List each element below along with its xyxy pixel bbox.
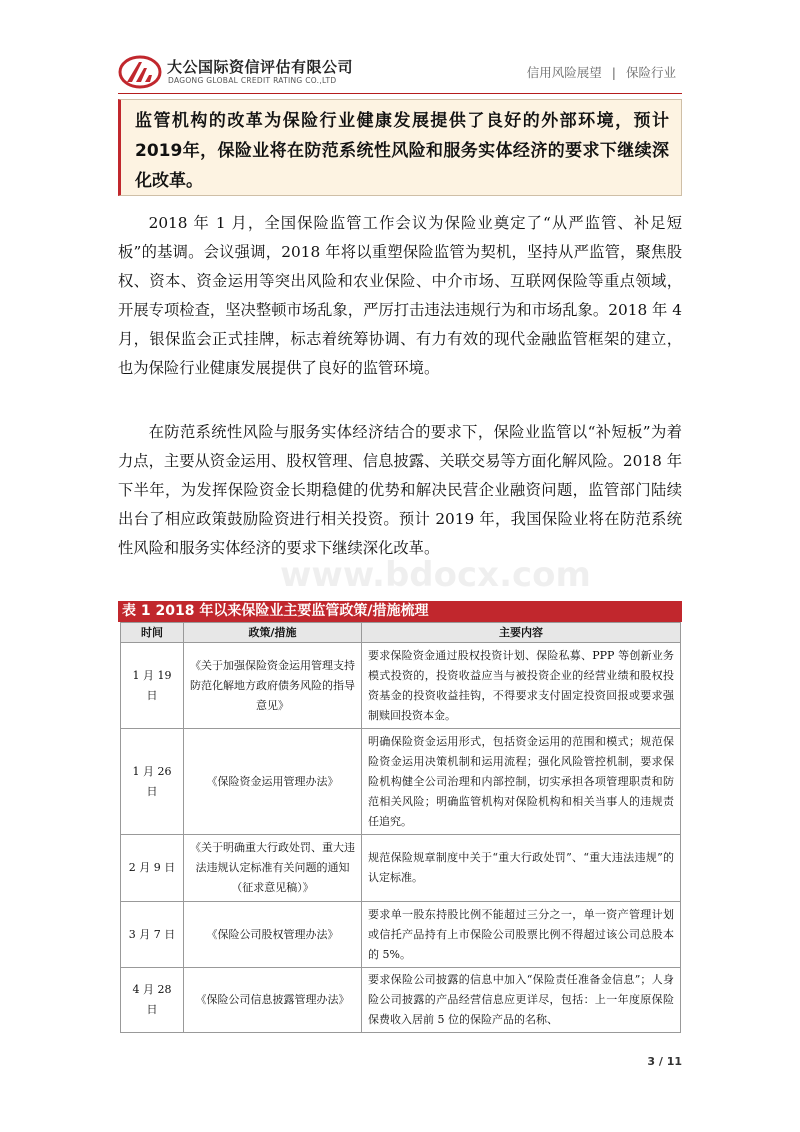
table-row — [121, 643, 681, 729]
report-type: 信用风险展望 — [526, 65, 602, 80]
company-logo-icon — [118, 55, 162, 89]
row-policy: 《保险公司股权管理办法》 — [184, 902, 362, 968]
row-policy: 《保险资金运用管理办法》 — [184, 729, 362, 835]
header-policy: 政策/措施 — [184, 623, 362, 643]
row-date: 1 月 19 日 — [121, 643, 184, 729]
header-separator: | — [611, 65, 616, 80]
row-date: 1 月 26 日 — [121, 729, 184, 835]
company-name-en: DAGONG GLOBAL CREDIT RATING CO.,LTD — [168, 76, 337, 85]
table-header-row — [121, 623, 681, 643]
table-row — [121, 835, 681, 902]
row-content: 要求单一股东持股比例不能超过三分之一，单一资产管理计划或信托产品持有上市保险公司股票比例不得超过该公司总股本的 5%。 — [362, 902, 681, 968]
report-header — [527, 63, 676, 81]
policy-table — [120, 622, 681, 1033]
page-number: 3 / 11 — [647, 1055, 682, 1068]
paragraph-1: 2018 年 1 月，全国保险监管工作会议为保险业奠定了“从严监管、补足短板”的基调。会议强调，2018 年将以重塑保险监管为契机，坚持从严监管，聚焦股权、资本、资金运用等突出风险和农业保险、中介市场、互联网保险等重点领域，开展专项检查，坚决整顿市场乱象，严厉打击违法违规行为和市场乱象。2018 年 4 月，银保监会正式挂牌，标志着统筹协调、有力有效的现代金融监管框架的建立，也为保险行业健康发展提供了良好的监管环境。 — [118, 214, 682, 377]
row-date: 3 月 7 日 — [121, 902, 184, 968]
summary-box: 监管机构的改革为保险行业健康发展提供了良好的外部环境，预计2019年，保险业将在防范系统性风险和服务实体经济的要求下继续深化改革。 — [118, 99, 682, 196]
row-content: 要求保险资金通过股权投资计划、保险私募、PPP 等创新业务模式投资的，投资收益应当与被投资企业的经营业绩和股权投资基金的投资收益挂钩，不得要求支付固定投资回报或要求强制赎回投资本金。 — [362, 643, 681, 729]
table-title: 表 1 2018 年以来保险业主要监管政策/措施梳理 — [118, 601, 682, 622]
table-row — [121, 902, 681, 968]
row-policy: 《关于加强保险资金运用管理支持防范化解地方政府债务风险的指导意见》 — [184, 643, 362, 729]
header-content: 主要内容 — [362, 623, 681, 643]
header-date: 时间 — [121, 623, 184, 643]
row-content: 规范保险规章制度中关于“重大行政处罚”、“重大违法违规”的认定标准。 — [362, 835, 681, 902]
row-date: 4 月 28 日 — [121, 968, 184, 1033]
report-sector: 保险行业 — [625, 65, 676, 80]
paragraph-2: 在防范系统性风险与服务实体经济结合的要求下，保险业监管以“补短板”为着力点，主要从资金运用、股权管理、信息披露、关联交易等方面化解风险。2018 年下半年，为发挥保险资金长期稳健的优势和解决民营企业融资问题，监管部门陆续出台了相应政策鼓励险资进行相关投资。预计 2019 年，我国保险业将在防范系统性风险和服务实体经济的要求下继续深化改革。 — [118, 423, 682, 557]
table-row — [121, 968, 681, 1033]
table-row — [121, 729, 681, 835]
row-date: 2 月 9 日 — [121, 835, 184, 902]
row-content: 明确保险资金运用形式，包括资金运用的范围和模式；规范保险资金运用决策机制和运用流程；强化风险管控机制，要求保险机构健全公司治理和内部控制，切实承担各项管理职责和防范相关风险；明确监管机构对保险机构和相关当事人的违规责任追究。 — [362, 729, 681, 835]
row-policy: 《关于明确重大行政处罚、重大违法违规认定标准有关问题的通知（征求意见稿）》 — [184, 835, 362, 902]
row-policy: 《保险公司信息披露管理办法》 — [184, 968, 362, 1033]
watermark: www.bdocx.com — [280, 555, 591, 595]
company-name-cn: 大公国际资信评估有限公司 — [167, 58, 354, 76]
header-divider — [118, 93, 682, 94]
row-content: 要求保险公司披露的信息中加入“保险责任准备金信息”；人身险公司披露的产品经营信息应更详尽，包括：上一年度原保险保费收入居前 5 位的保险产品的名称、 — [362, 968, 681, 1033]
